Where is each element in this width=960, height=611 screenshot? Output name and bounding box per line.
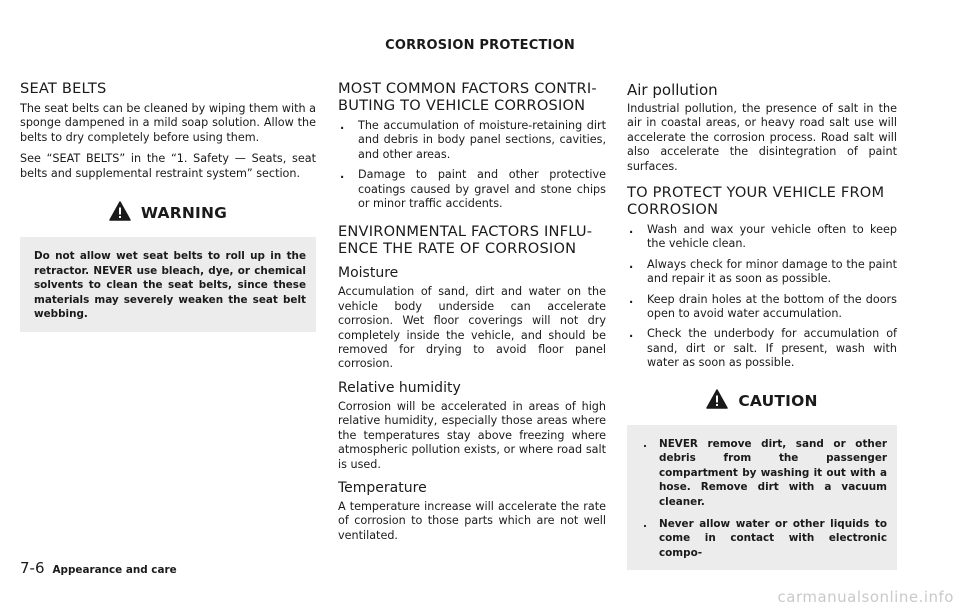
- seat-belts-paragraph: The seat belts can be cleaned by wiping them with a sponge dampened in a mild soap solution. Allow the belts to dry completely before using them.: [20, 102, 317, 144]
- list-item: [627, 223, 897, 252]
- list-item: [338, 119, 606, 162]
- warning-box: [20, 237, 316, 332]
- warning-text: Do not allow wet seat belts to roll up in the retractor. NEVER use bleach, dye, or chemical solvents to clean the seat belts, since these materials may severely weaken the seat belt webbing.: [34, 250, 306, 321]
- bullet-marker: .: [629, 292, 634, 306]
- common-factors-list: [338, 119, 606, 211]
- list-item-text: Damage to paint and other protective coatings caused by gravel and stone chips or minor traffic accidents.: [358, 168, 606, 211]
- common-factors-heading: MOST COMMON FACTORS CONTRIBUTING TO VEHICLE CORROSION: [338, 80, 597, 114]
- warning-label: WARNING: [140, 204, 228, 223]
- page-number: 7-6: [20, 559, 45, 577]
- bullet-marker: .: [629, 327, 634, 341]
- list-item: [338, 168, 606, 211]
- list-item: [627, 293, 897, 322]
- protect-heading: TO PROTECT YOUR VEHICLE FROM CORROSION: [627, 184, 885, 219]
- moisture-text: Accumulation of sand, dirt and water on the vehicle body underside can accelerate corrosion. Wet floor coverings will not dry completely inside the vehicle, and should be removed for drying to avoid floor panel corrosion.: [338, 285, 606, 371]
- bullet-marker: .: [643, 517, 647, 530]
- caution-title: [627, 389, 897, 413]
- list-item: [627, 327, 897, 370]
- list-item-text: Keep drain holes at the bottom of the doors open to avoid water accumulation.: [647, 292, 897, 321]
- warning-triangle-icon: [109, 201, 131, 225]
- list-item-text: The accumulation of moisture-retaining dirt and debris in body panel sections, cavities, and other areas.: [358, 119, 606, 161]
- bullet-marker: .: [340, 119, 345, 132]
- temperature-heading: Temperature: [338, 479, 427, 496]
- list-item-text: Check the underbody for accumulation of sand, dirt or salt. If present, wash with water as soon as possible.: [647, 327, 897, 370]
- caution-label: CAUTION: [738, 391, 818, 410]
- list-item-text: Wash and wax your vehicle often to keep the vehicle clean.: [647, 223, 897, 251]
- column-protection: [627, 80, 897, 570]
- humidity-text: Corrosion will be accelerated in areas of high relative humidity, especially those areas where the temperatures stay above freezing where atmospheric pollution exists, or where road salt is used.: [338, 399, 606, 471]
- seat-belts-reference: See “SEAT BELTS” in the “1. Safety — Seats, seat belts and supplemental restraint system” section.: [20, 152, 316, 180]
- bullet-marker: .: [340, 168, 345, 182]
- list-item: [641, 517, 887, 561]
- list-item: [627, 258, 897, 287]
- bullet-marker: .: [629, 223, 634, 237]
- air-pollution-text: Industrial pollution, the presence of salt in the air in coastal areas, or heavy road salt use will accelerate the corrosion process. Road salt will also accelerate the disintegration of paint surfaces.: [627, 102, 897, 173]
- protect-list: [627, 223, 897, 371]
- column-corrosion-factors: [338, 80, 606, 550]
- page-footer: [20, 559, 177, 577]
- list-item-text: Always check for minor damage to the paint and repair it as soon as possible.: [647, 257, 897, 286]
- section-title: Appearance and care: [52, 564, 177, 576]
- caution-box: [627, 425, 897, 571]
- caution-list: [641, 437, 887, 561]
- seat-belts-heading: SEAT BELTS: [20, 80, 107, 97]
- warning-title: [20, 201, 316, 225]
- watermark-text: carmanualsonline.info: [777, 588, 954, 606]
- list-item-text: NEVER remove dirt, sand or other debris from the passenger compartment by washing it out with a hose. Remove dirt with a vacuum cleaner.: [659, 437, 887, 509]
- list-item-text: Never allow water or other liquids to come in contact with electronic compo-: [659, 517, 887, 559]
- environmental-factors-heading: ENVIRONMENTAL FACTORS INFLUENCE THE RATE OF CORROSION: [338, 223, 593, 258]
- running-head: CORROSION PROTECTION: [385, 38, 575, 53]
- column-seat-belts: [20, 80, 316, 332]
- bullet-marker: .: [629, 257, 634, 271]
- warning-triangle-icon: [706, 389, 728, 413]
- bullet-marker: .: [643, 437, 647, 450]
- air-pollution-heading: Air pollution: [627, 81, 718, 99]
- humidity-heading: Relative humidity: [338, 379, 461, 396]
- list-item: [641, 437, 887, 510]
- temperature-text: A temperature increase will accelerate the rate of corrosion to those parts which are not well ventilated.: [338, 499, 606, 542]
- moisture-heading: Moisture: [338, 265, 399, 282]
